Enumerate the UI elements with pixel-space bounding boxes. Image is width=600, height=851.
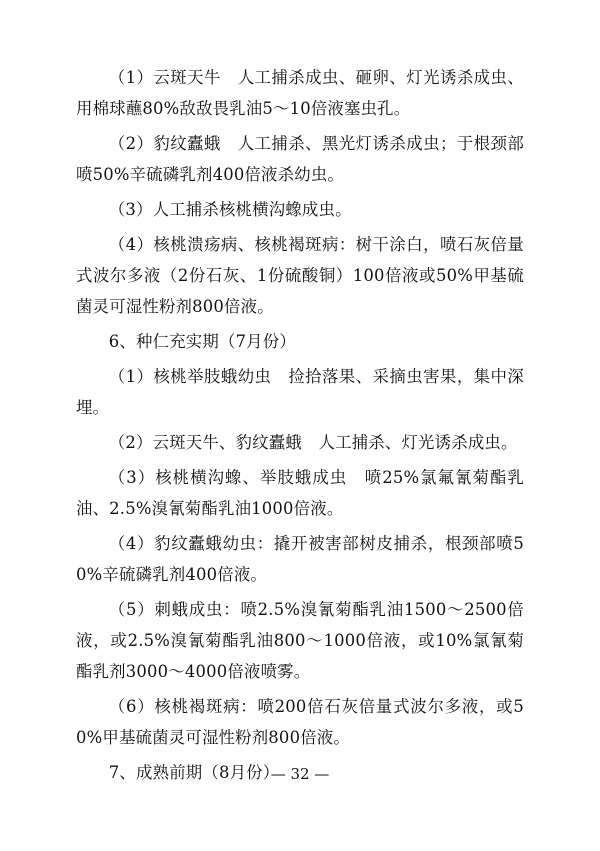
paragraph-juzhi-e-larva: （1）核桃举肢蛾幼虫 捡拾落果、采摘虫害果，集中深埋。: [76, 367, 524, 417]
paragraph-kuiyang-hebanbing: （4）核桃溃疡病、核桃褐斑病：树干涂白，喷石灰倍量式波尔多液（2份石灰、1份硫酸铜）100倍液或50%甲基硫菌灵可湿性粉剂800倍液。: [76, 235, 524, 316]
paragraph-baowen-due-1: （2）豹纹蠹蛾 人工捕杀、黑光灯诱杀成虫；于根颈部喷50%辛硫磷乳剂400倍液杀幼虫。: [76, 134, 524, 184]
paragraph-xiang-juzhi-adult: （3）核桃横沟蟓、举肢蛾成虫 喷25%氯氟氰菊酯乳油、2.5%溴氰菊酯乳油1000倍液。: [76, 468, 524, 518]
paragraph-yunban-tianniu: （1）云斑天牛 人工捕杀成虫、砸卵、灯光诱杀成虫、用棉球蘸80%敌敌畏乳油5～10倍液塞虫孔。: [76, 68, 524, 118]
paragraph-tianniu-due: （2）云斑天牛、豹纹蠹蛾 人工捕杀、灯光诱杀成虫。: [108, 433, 518, 452]
paragraph-ci-e-adult: （5）刺蛾成虫：喷2.5%溴氰菊酯乳油1500～2500倍液，或2.5%溴氰菊酯乳油800～1000倍液，或10%氯氰菊酯乳剂3000～4000倍液喷雾。: [76, 600, 524, 681]
page-number: — 32 —: [270, 765, 330, 783]
paragraph-baowen-due-larva: （4）豹纹蠹蛾幼虫：撬开被害部树皮捕杀，根颈部喷50%辛硫磷乳剂400倍液。: [76, 534, 524, 584]
paragraph-henggou-xiang: （3）人工捕杀核桃横沟蟓成虫。: [108, 200, 352, 219]
paragraph-hebanbing: （6）核桃褐斑病：喷200倍石灰倍量式波尔多液，或50%甲基硫菌灵可湿性粉剂800倍液。: [76, 697, 524, 747]
section-heading-pre-maturity: 7、成熟前期（8月份）: [108, 763, 280, 782]
section-heading-kernel-filling: 6、种仁充实期（7月份）: [108, 332, 296, 351]
document-body: [76, 62, 524, 792]
